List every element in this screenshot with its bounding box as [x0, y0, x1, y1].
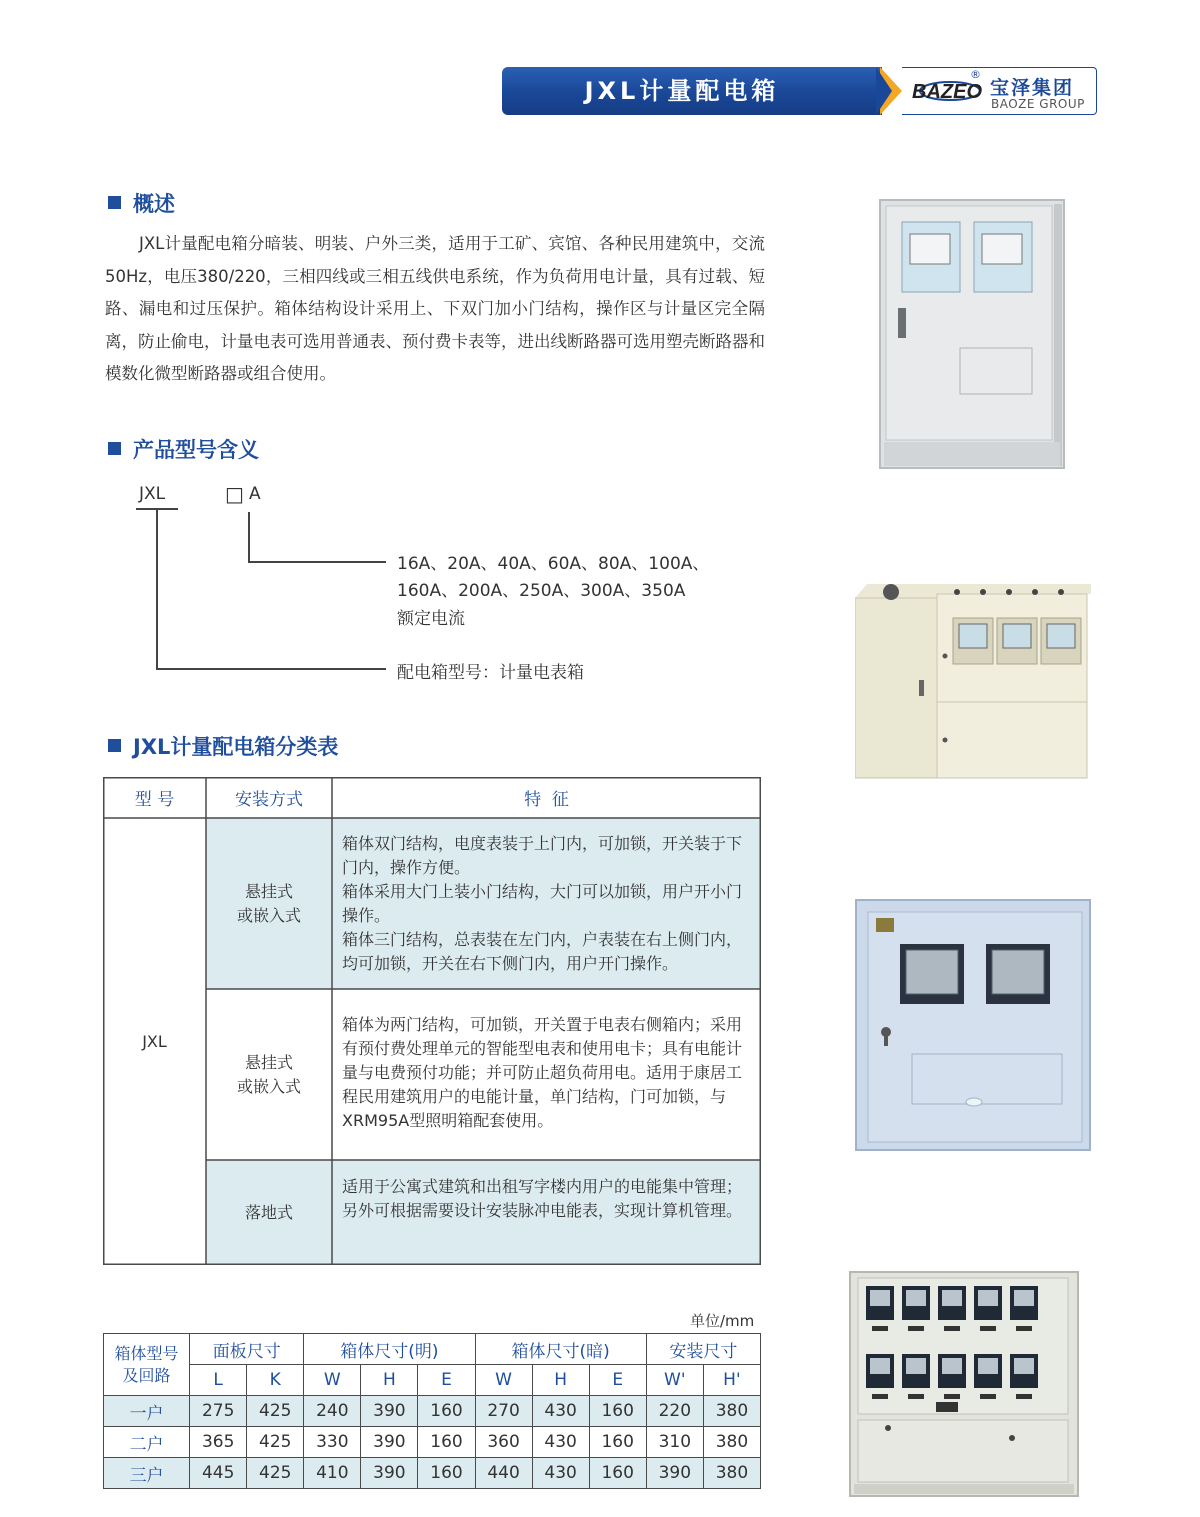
section-heading-classification: JXL计量配电箱分类表	[108, 731, 338, 761]
table-cell: 310	[646, 1427, 703, 1458]
model-suffix: A	[249, 484, 261, 504]
install-cell: 悬挂式 或嵌入式	[236, 1052, 301, 1096]
leader-line-type-v	[156, 509, 158, 669]
table-cell: 365	[190, 1427, 247, 1458]
table-cell: 160	[418, 1427, 475, 1458]
leader-line-current-v	[248, 512, 250, 562]
group-header: 安装尺寸	[646, 1334, 760, 1365]
sub-header: W	[475, 1365, 532, 1396]
table-cell: 390	[361, 1427, 418, 1458]
group-header: 箱体尺寸(明)	[304, 1334, 475, 1365]
sub-header: W'	[646, 1365, 703, 1396]
col-header-model: 型 号	[134, 790, 175, 810]
current-values-line2: 160A、200A、250A、300A、350A	[397, 581, 686, 601]
table-cell: 430	[532, 1458, 589, 1489]
section-heading-model: 产品型号含义	[108, 434, 259, 464]
brand-mark-text: BAZEO	[912, 81, 982, 103]
banner-chevron-inner	[876, 67, 892, 115]
row-label: 二户	[104, 1427, 190, 1458]
model-cell: JXL	[142, 1031, 167, 1051]
product-image-2	[855, 584, 1091, 780]
sub-header: H	[361, 1365, 418, 1396]
row-label: 一户	[104, 1396, 190, 1427]
group-header: 箱体尺寸(暗)	[475, 1334, 646, 1365]
table-cell: 380	[703, 1396, 760, 1427]
install-cell: 悬挂式 或嵌入式	[236, 881, 301, 925]
unit-label: 单位/mm	[690, 1312, 755, 1330]
table-cell: 390	[361, 1396, 418, 1427]
table-cell: 390	[646, 1458, 703, 1489]
table-cell: 360	[475, 1427, 532, 1458]
page-title: JXL计量配电箱	[584, 77, 780, 105]
heading-square-icon	[108, 739, 121, 752]
sub-header: K	[247, 1365, 304, 1396]
table-cell: 430	[532, 1396, 589, 1427]
group-header: 面板尺寸	[190, 1334, 304, 1365]
table-cell: 445	[190, 1458, 247, 1489]
product-image-1	[878, 198, 1066, 470]
sub-header: H	[532, 1365, 589, 1396]
dimensions-table	[103, 1333, 761, 1489]
table-cell: 380	[703, 1427, 760, 1458]
product-image-4	[848, 1270, 1080, 1498]
type-label: 配电箱型号：计量电表箱	[397, 663, 584, 683]
sub-header: E	[589, 1365, 646, 1396]
brand-name-en: BAOZE GROUP	[991, 97, 1085, 111]
table-cell: 240	[304, 1396, 361, 1427]
table-cell: 390	[361, 1458, 418, 1489]
col-header-features: 特 征	[524, 790, 569, 810]
leader-line-type-h	[156, 668, 386, 670]
table-cell: 380	[703, 1458, 760, 1489]
sub-header: L	[190, 1365, 247, 1396]
title-banner	[502, 67, 882, 115]
corner-header: 箱体型号 及回路	[104, 1334, 190, 1396]
overview-paragraph	[105, 228, 765, 391]
row-label: 三户	[104, 1458, 190, 1489]
features-cell: 箱体为两门结构，可加锁，开关置于电表右侧箱内；采用有预付费处理单元的智能型电表和使用电卡；具有电能计量与电费预付功能；并可防止超负荷用电。适用于康居工程民用建筑用户的电能计量，单门结构，门可加锁，与XRM95A型照明箱配套使用。	[342, 1015, 743, 1130]
table-cell: 160	[589, 1427, 646, 1458]
table-cell: 410	[304, 1458, 361, 1489]
table-row	[104, 1427, 761, 1458]
table-cell: 425	[247, 1458, 304, 1489]
table-row	[104, 1334, 761, 1365]
table-cell: 160	[589, 1396, 646, 1427]
table-cell: 425	[247, 1427, 304, 1458]
table-cell: 160	[418, 1458, 475, 1489]
table-cell: 270	[475, 1396, 532, 1427]
brand-name-cn: 宝泽集团	[990, 77, 1075, 99]
table-cell: 330	[304, 1427, 361, 1458]
col-header-install: 安装方式	[235, 790, 303, 810]
table-cell: 220	[646, 1396, 703, 1427]
overview-text: JXL计量配电箱分暗装、明装、户外三类，适用于工矿、宾馆、各种民用建筑中，交流50Hz，电压380/220，三相四线或三相五线供电系统，作为负荷用电计量，具有过载、短路、漏电和过压保护。箱体结构设计采用上、下双门加小门结构，操作区与计量区完全隔离，防止偷电，计量电表可选用普通表、预付费卡表等，进出线断路器可选用塑壳断路器和模数化微型断路器或组合使用。	[105, 234, 765, 383]
sub-header: E	[418, 1365, 475, 1396]
table-cell: 160	[589, 1458, 646, 1489]
heading-square-icon	[108, 442, 121, 455]
table-cell: 160	[418, 1396, 475, 1427]
registered-mark: ®	[970, 68, 981, 81]
install-cell: 落地式	[244, 1202, 293, 1222]
current-values-line1: 16A、20A、40A、60A、80A、100A、	[397, 554, 710, 574]
model-box: □	[225, 482, 244, 506]
sub-header: H'	[703, 1365, 760, 1396]
table-row	[104, 1365, 761, 1396]
section-heading-overview: 概述	[108, 188, 175, 218]
table-row	[104, 1396, 761, 1427]
features-cell: 适用于公寓式建筑和出租写字楼内用户的电能集中管理；另外可根据需要设计安装脉冲电能表，实现计算机管理。	[342, 1177, 743, 1220]
table-cell: 275	[190, 1396, 247, 1427]
leader-line-current-h	[248, 561, 386, 563]
features-cell: 箱体双门结构，电度表装于上门内，可加锁，开关装于下门内，操作方便。 箱体采用大门上装小门结构，大门可以加锁，用户开小门操作。 箱体三门结构，总表装在左门内，户表装在右上侧门内，均可加锁，开关在右下侧门内，用户开门操作。	[342, 834, 743, 973]
table-row	[104, 1458, 761, 1489]
brand-logo-icon	[910, 78, 984, 104]
current-label: 额定电流	[397, 609, 465, 629]
table-cell: 430	[532, 1427, 589, 1458]
heading-square-icon	[108, 196, 121, 209]
product-image-3	[854, 898, 1092, 1152]
table-cell: 440	[475, 1458, 532, 1489]
classification-table	[103, 777, 761, 1265]
model-code: JXL	[139, 484, 166, 504]
sub-header: W	[304, 1365, 361, 1396]
table-cell: 425	[247, 1396, 304, 1427]
